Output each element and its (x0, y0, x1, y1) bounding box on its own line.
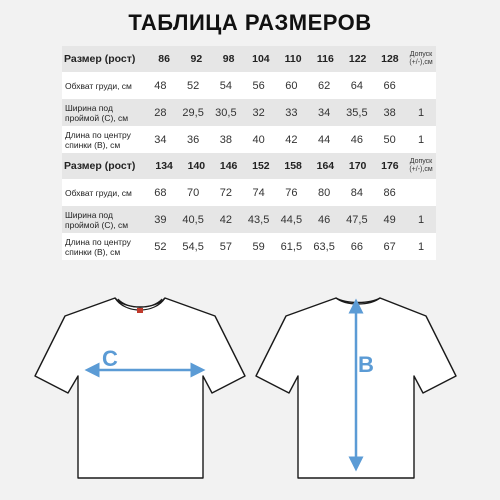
tolerance-header: Допуск (+/-),см (409, 158, 433, 173)
table-cell: 67 (383, 240, 396, 253)
table-cell: 56 (252, 79, 265, 92)
table-cell: 52 (154, 240, 167, 253)
table-cell: 40,5 (182, 213, 204, 226)
table-cell: 49 (383, 213, 396, 226)
size-cell: 128 (381, 53, 399, 65)
table-row (62, 233, 436, 260)
table-cell: 32 (252, 106, 265, 119)
table-cell: 66 (383, 79, 396, 92)
size-cell: 98 (222, 53, 235, 65)
table-cell: 44,5 (280, 213, 303, 226)
tolerance-cell: 1 (417, 133, 425, 146)
tolerance-cell: 1 (417, 213, 425, 226)
table-cell: 35,5 (346, 106, 368, 119)
table-cell: 42 (285, 133, 298, 146)
table-cell: 84 (350, 186, 363, 199)
table-cell: 70 (187, 186, 200, 199)
table-cell: 63,5 (313, 240, 335, 253)
table-cell: 50 (383, 133, 396, 146)
row-label: Длина по центру спинки (В), см (65, 236, 131, 257)
table-cell: 28 (154, 106, 167, 119)
size-cell: 176 (381, 160, 399, 172)
label-c: C (102, 346, 118, 371)
table-row (62, 99, 436, 126)
size-cell: 104 (252, 53, 270, 65)
table-cell: 43,5 (247, 213, 270, 226)
tshirt-diagram (0, 280, 500, 500)
table-cell: 40 (252, 133, 265, 146)
table-cell: 61,5 (280, 240, 303, 253)
table-cell: 34 (318, 106, 331, 119)
size-cell: 170 (348, 160, 367, 172)
table-row (62, 72, 436, 99)
size-cell: 140 (187, 160, 206, 172)
brand-tag-icon (137, 308, 143, 313)
size-table-2 (62, 153, 436, 260)
page-title: ТАБЛИЦА РАЗМЕРОВ (128, 10, 372, 35)
size-header-label: Размер (рост) (64, 160, 136, 172)
tolerance-cell: 1 (417, 240, 425, 253)
table-row (62, 126, 436, 153)
table-cell: 76 (285, 186, 298, 199)
table-header-row (62, 46, 436, 72)
table-cell: 46 (318, 213, 331, 226)
table-cell: 62 (318, 79, 331, 92)
table-cell: 42 (219, 213, 232, 226)
label-b: B (358, 352, 374, 377)
table-cell: 54,5 (182, 240, 204, 253)
size-cell: 86 (158, 53, 170, 65)
size-cell: 116 (316, 53, 334, 65)
table-cell: 60 (285, 79, 298, 92)
size-header-label: Размер (рост) (64, 53, 136, 65)
table-cell: 66 (350, 240, 363, 253)
table-cell: 30,5 (215, 106, 237, 119)
table-cell: 80 (318, 186, 331, 199)
table-cell: 46 (350, 133, 363, 146)
table-cell: 59 (252, 240, 265, 253)
tolerance-header: Допуск (+/-),см (409, 51, 433, 66)
row-label: Обхват груди, см (65, 80, 132, 91)
table-cell: 34 (154, 133, 167, 146)
table-cell: 44 (318, 133, 331, 146)
table-cell: 33 (285, 106, 298, 119)
table-cell: 29,5 (182, 106, 204, 119)
row-label: Ширина под проймой (С), см (65, 209, 129, 230)
table-cell: 48 (154, 79, 167, 92)
table-cell: 38 (219, 133, 232, 146)
table-cell: 64 (350, 79, 363, 92)
size-cell: 158 (284, 160, 302, 172)
table-cell: 72 (219, 186, 232, 199)
size-cell: 152 (252, 160, 270, 172)
table-cell: 57 (219, 240, 232, 253)
tshirt-back-icon (256, 298, 456, 478)
table-header-row (62, 153, 436, 179)
table-cell: 52 (187, 79, 200, 92)
row-label: Обхват груди, см (65, 187, 132, 198)
table-cell: 74 (252, 186, 265, 199)
table-cell: 54 (219, 79, 232, 92)
table-row (62, 206, 436, 233)
table-cell: 38 (383, 106, 396, 119)
size-cell: 146 (219, 160, 238, 172)
table-cell: 36 (187, 133, 200, 146)
row-label: Длина по центру спинки (В), см (65, 129, 131, 150)
size-cell: 122 (348, 53, 367, 65)
size-cell: 134 (155, 160, 173, 172)
size-cell: 164 (316, 160, 335, 172)
table-cell: 47,5 (346, 213, 368, 226)
size-cell: 110 (284, 53, 302, 65)
table-cell: 86 (383, 186, 396, 199)
table-cell: 39 (154, 213, 167, 226)
row-label: Ширина под проймой (С), см (65, 102, 129, 123)
size-cell: 92 (190, 53, 203, 65)
table-row (62, 179, 436, 206)
table-cell: 68 (154, 186, 167, 199)
size-table-1 (62, 46, 436, 153)
tolerance-cell: 1 (417, 106, 425, 119)
tshirt-front-icon (35, 298, 245, 478)
